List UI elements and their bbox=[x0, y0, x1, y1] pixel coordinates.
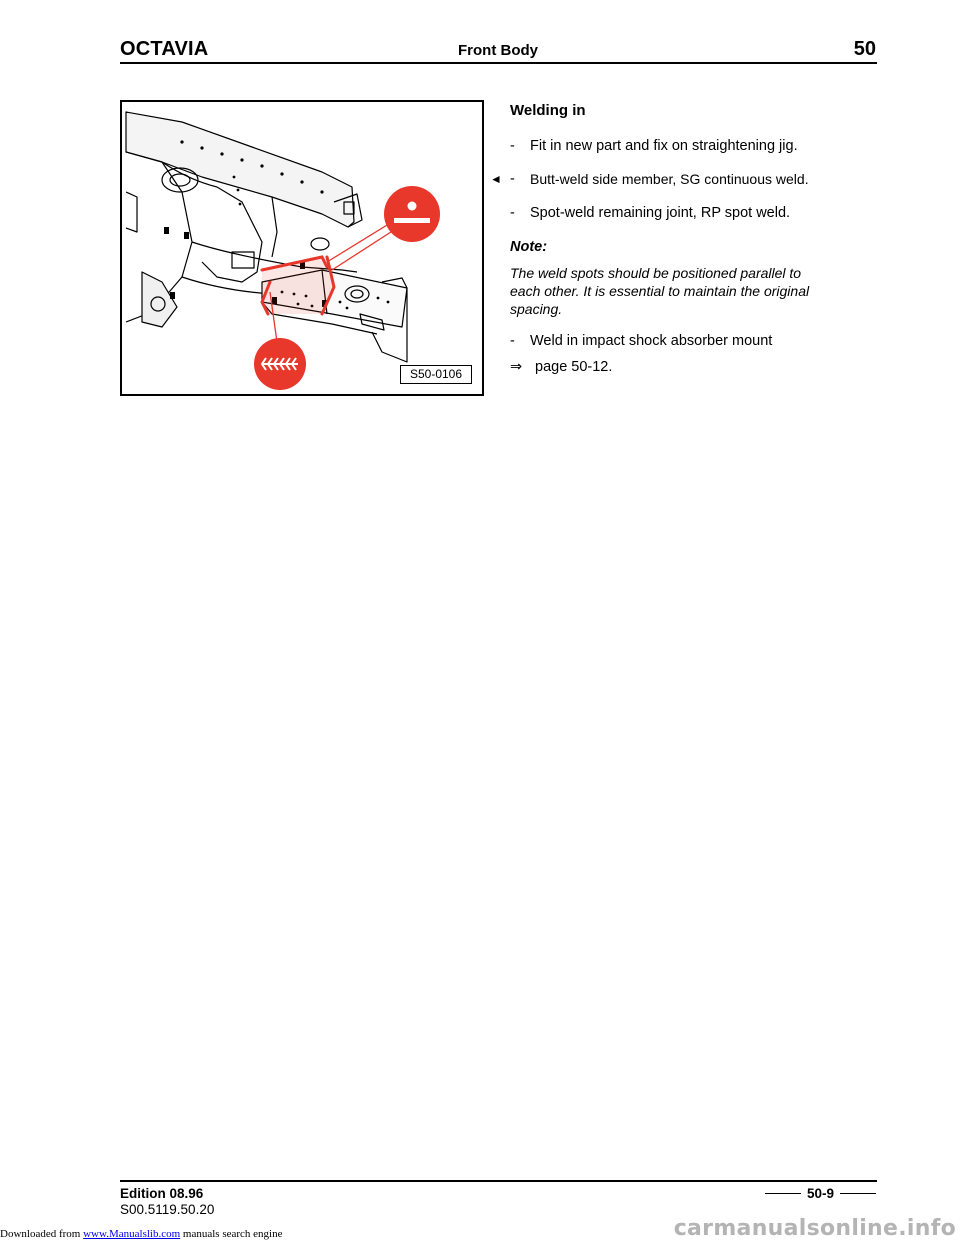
step-dash: - bbox=[510, 205, 515, 221]
brand-title: OCTAVIA bbox=[120, 38, 209, 60]
figure-label: S50-0106 bbox=[400, 365, 472, 384]
technical-illustration bbox=[120, 100, 484, 396]
edition-label: Edition 08.96 bbox=[120, 1186, 204, 1201]
download-credit bbox=[0, 1228, 282, 1240]
page-reference-link[interactable]: page 50-12. bbox=[535, 359, 613, 375]
site-watermark: carmanualsonline.info bbox=[673, 1216, 956, 1241]
step-dash: - bbox=[510, 333, 515, 349]
chapter-number: 50 bbox=[853, 38, 876, 60]
page-rule-left bbox=[765, 1193, 801, 1195]
note-text: The weld spots should be positioned parallel to each other. It is essential to maintain the original spacing. bbox=[510, 265, 810, 317]
page-number: 50-9 bbox=[806, 1186, 834, 1201]
download-prefix: Downloaded from bbox=[0, 1228, 84, 1240]
page-rule-right bbox=[840, 1193, 876, 1195]
step-dash: - bbox=[510, 171, 515, 187]
step-text: Butt-weld side member, SG continuous weld. bbox=[530, 171, 809, 187]
section-heading: Welding in bbox=[510, 102, 586, 119]
side-member-drawing bbox=[122, 102, 482, 394]
manualslib-link[interactable]: www.Manualslib.com bbox=[83, 1228, 181, 1240]
download-suffix: manuals search engine bbox=[180, 1228, 283, 1240]
reference-arrow-icon: ⇒ bbox=[510, 359, 523, 375]
section-title: Front Body bbox=[458, 42, 538, 59]
footer-rule bbox=[120, 1180, 877, 1182]
note-label: Note: bbox=[510, 239, 548, 255]
document-code: S00.5119.50.20 bbox=[120, 1202, 215, 1217]
page-number-block bbox=[765, 1186, 876, 1201]
step-dash: - bbox=[510, 138, 515, 154]
header-rule bbox=[120, 62, 877, 64]
step-text: Spot-weld remaining joint, RP spot weld. bbox=[530, 205, 791, 221]
figure-pointer-icon: ◄ bbox=[490, 172, 502, 186]
step-text: Fit in new part and fix on straightening jig. bbox=[530, 138, 798, 154]
step-text: Weld in impact shock absorber mount bbox=[530, 333, 773, 349]
